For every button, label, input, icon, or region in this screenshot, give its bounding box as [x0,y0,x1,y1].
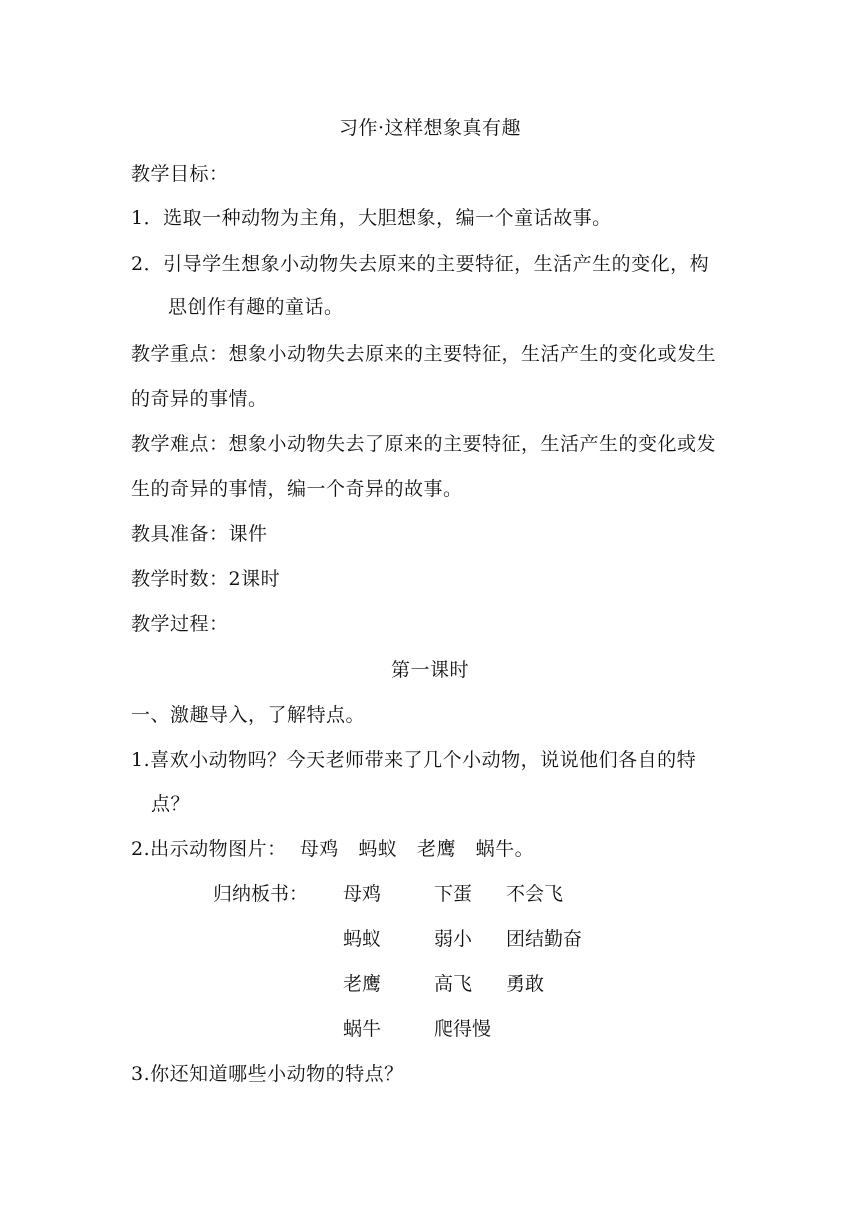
difficulty-line-2: 生的奇异的事情，编一个奇异的故事。 [131,478,463,500]
step-1-line-2: 点？ [151,793,191,815]
board-trait: 爬得慢 [434,1018,492,1040]
board-animal: 蚂蚁 [343,928,382,950]
board-animal: 蜗牛 [343,1018,382,1040]
step-1-line-1: 1.喜欢小动物吗？今天老师带来了几个小动物，说说他们各自的特 [131,749,697,771]
board-trait: 团结勤奋 [506,928,583,950]
key-point-line-1: 教学重点：想象小动物失去原来的主要特征，生活产生的变化或发生 [131,343,717,365]
tools-line: 教具准备：课件 [131,523,268,545]
goal-1: 1．选取一种动物为主角，大胆想象，编一个童话故事。 [131,207,612,229]
process-heading: 教学过程： [131,613,229,635]
board-trait: 弱小 [434,928,473,950]
difficulty-line-1: 教学难点：想象小动物失去了原来的主要特征，生活产生的变化或发 [131,433,717,455]
board-animal: 母鸡 [343,883,382,905]
document-title: 习作·这样想象真有趣 [338,117,522,139]
lesson-title: 第一课时 [390,659,469,681]
board-trait: 勇敢 [506,973,545,995]
board-trait: 下蛋 [434,883,473,905]
goals-heading: 教学目标： [131,163,229,185]
goal-2-line-2: 思创作有趣的童话。 [168,296,344,318]
board-animal: 老鹰 [343,973,382,995]
step-3-line: 3.你还知道哪些小动物的特点？ [131,1063,404,1085]
board-label: 归纳板书： [213,883,309,905]
step-2-line: 2.出示动物图片： 母鸡 蚂蚁 老鹰 蜗牛。 [131,838,535,860]
key-point-line-2: 的奇异的事情。 [131,388,268,410]
hours-line: 教学时数：2课时 [131,568,281,590]
board-trait: 高飞 [434,973,473,995]
goal-2-line-1: 2．引导学生想象小动物失去原来的主要特征，生活产生的变化，构 [131,253,710,275]
board-trait: 不会飞 [506,883,564,905]
section-1-heading: 一、激趣导入，了解特点。 [131,704,366,726]
